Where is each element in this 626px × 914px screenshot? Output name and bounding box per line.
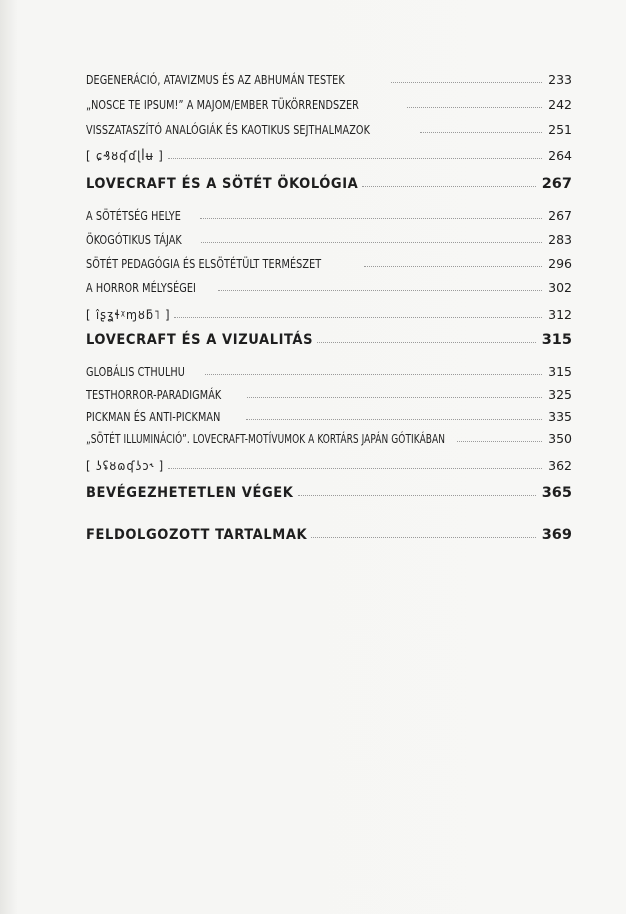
dot-leader <box>201 241 542 243</box>
toc-entry-glyph <box>86 307 572 322</box>
toc-entry-page: 312 <box>548 307 572 322</box>
toc-entry <box>86 409 572 424</box>
dot-leader <box>364 265 543 267</box>
dot-leader <box>457 440 542 442</box>
dot-leader <box>168 157 542 159</box>
dot-leader <box>311 536 535 538</box>
toc-section <box>86 485 572 501</box>
toc-entry-title: PICKMAN ÉS ANTI-PICKMAN <box>86 409 221 424</box>
toc-entry-page: 350 <box>548 431 572 446</box>
dot-leader <box>168 467 542 469</box>
toc-entry <box>86 280 572 295</box>
toc-entry-page: 267 <box>548 208 572 223</box>
toc-section <box>86 527 572 543</box>
toc-entry-glyph <box>86 458 572 473</box>
toc-entry-title: [ ɕ₰ȣʠɗɭꟾʉ ] <box>86 148 164 163</box>
toc-entry-title: [ îʂʓɬᵡɱȣƃ˥ ] <box>86 307 171 322</box>
toc-section-title: LOVECRAFT ÉS A VIZUALITÁS <box>86 332 314 348</box>
toc-entry-page: 283 <box>548 232 572 247</box>
toc-section-title: FELDOLGOZOTT TARTALMAK <box>86 527 308 543</box>
toc-entry-title: A SÖTÉTSÉG HELYE <box>86 208 181 223</box>
dot-leader <box>420 131 542 133</box>
toc-entry-page: 251 <box>548 122 572 137</box>
toc-entry-title: TESTHORROR-PARADIGMÁK <box>86 387 222 402</box>
dot-leader <box>391 81 542 83</box>
toc-entry-title: A HORROR MÉLYSÉGEI <box>86 280 196 295</box>
toc-entry-page: 296 <box>548 256 572 271</box>
toc-entry-page: 335 <box>548 409 572 424</box>
toc-entry-title: ÖKOGÓTIKUS TÁJAK <box>86 232 182 247</box>
toc-section-page: 365 <box>541 485 572 501</box>
dot-leader <box>317 341 536 343</box>
toc-entry-title: [ ʖʢȣɷʠʖɔ˞ ] <box>86 458 165 473</box>
toc-section-title: LOVECRAFT ÉS A SÖTÉT ÖKOLÓGIA <box>86 176 359 192</box>
toc-entry <box>86 256 572 271</box>
toc-section-page: 315 <box>541 332 572 348</box>
toc-entry-page: 242 <box>548 97 572 112</box>
toc-entry <box>86 72 572 87</box>
dot-leader <box>174 316 542 318</box>
dot-leader <box>218 289 542 291</box>
toc-entry-title: GLOBÁLIS CTHULHU <box>86 364 185 379</box>
toc-entry <box>86 208 572 223</box>
toc-entry-glyph <box>86 148 572 163</box>
toc-section-page: 369 <box>541 527 572 543</box>
toc-entry <box>86 364 572 379</box>
toc-entry-page: 315 <box>548 364 572 379</box>
toc-section-page: 267 <box>541 176 572 192</box>
toc-entry <box>86 387 572 402</box>
toc-entry-page: 233 <box>548 72 572 87</box>
toc-entry <box>86 97 572 112</box>
toc-section <box>86 176 572 192</box>
toc-entry <box>86 431 572 446</box>
dot-leader <box>298 494 536 496</box>
toc-entry <box>86 122 572 137</box>
toc-entry-page: 302 <box>548 280 572 295</box>
toc-entry-title: DEGENERÁCIÓ, ATAVIZMUS ÉS AZ ABHUMÁN TESTEK <box>86 72 345 87</box>
dot-leader <box>407 106 542 108</box>
toc-section <box>86 332 572 348</box>
toc-section-title: BEVÉGEZHETETLEN VÉGEK <box>86 485 294 501</box>
toc-entry-title: VISSZATASZÍTÓ ANALÓGIÁK ÉS KAOTIKUS SEJTHALMAZOK <box>86 122 371 137</box>
dot-leader <box>247 396 542 398</box>
toc-entry-title: SÖTÉT PEDAGÓGIA ÉS ELSÖTÉTÜLT TERMÉSZET <box>86 256 322 271</box>
toc-entry-title: „NOSCE TE IPSUM!” A MAJOM/EMBER TÜKÖRRENDSZER <box>86 97 359 112</box>
toc-entry <box>86 232 572 247</box>
toc-entry-page: 362 <box>548 458 572 473</box>
dot-leader <box>362 185 535 187</box>
toc-entry-page: 264 <box>548 148 572 163</box>
toc-entry-title: „SÖTÉT ILLUMINÁCIÓ”. LOVECRAFT-MOTÍVUMOK A KORTÁRS JAPÁN GÓTIKÁBAN <box>86 431 446 446</box>
dot-leader <box>246 418 542 420</box>
dot-leader <box>200 217 542 219</box>
dot-leader <box>205 373 542 375</box>
toc-entry-page: 325 <box>548 387 572 402</box>
